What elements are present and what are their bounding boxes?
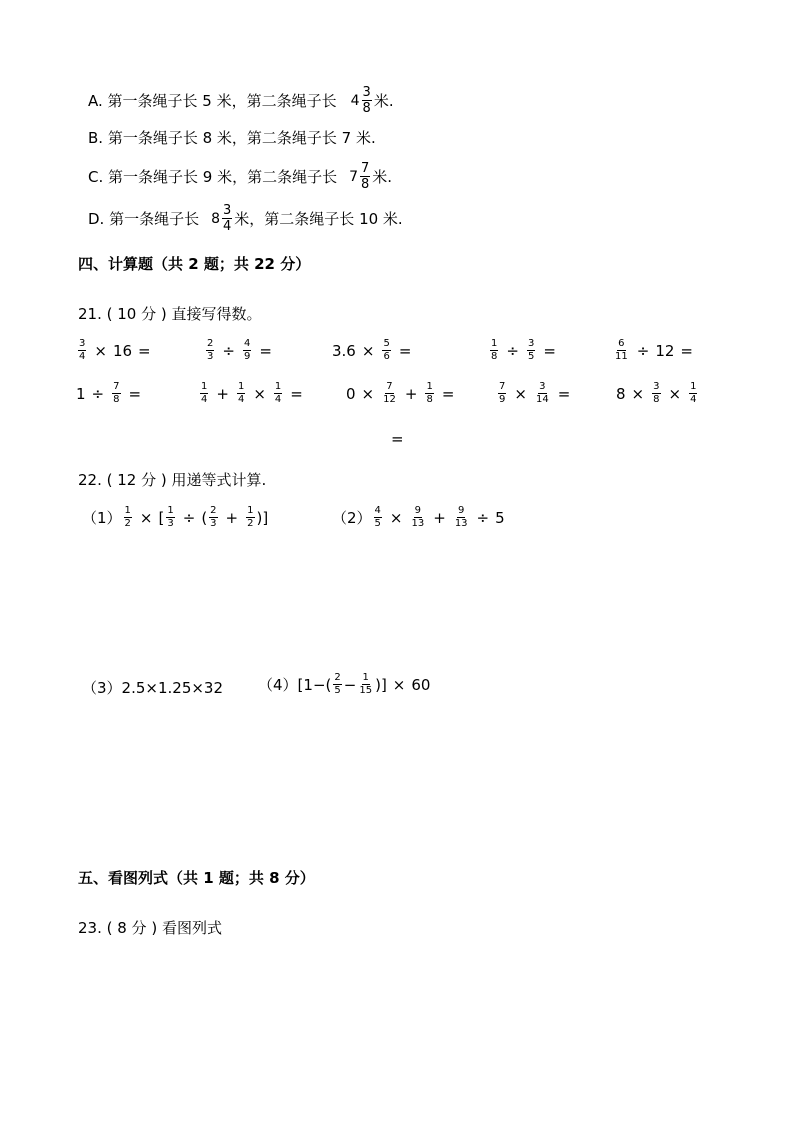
left-paren: ( <box>201 508 208 527</box>
expression: 2.5×1.25×32 <box>121 679 224 697</box>
option-d-fraction <box>222 204 232 233</box>
numerator: 3 <box>653 381 660 392</box>
q22-part-1 <box>82 506 268 529</box>
denominator: 6 <box>383 351 390 362</box>
q21-expr-4 <box>488 339 562 362</box>
fraction <box>614 339 629 362</box>
operator: − <box>312 675 326 694</box>
q21-expr-9 <box>496 382 576 405</box>
operator: × <box>253 384 266 403</box>
fraction <box>237 382 245 405</box>
fraction <box>374 506 382 529</box>
denominator: 9 <box>499 394 506 405</box>
numerator: 3 <box>362 85 371 100</box>
operator: ÷ <box>91 384 105 403</box>
q21-expr-1 <box>76 339 157 362</box>
equals: = <box>290 384 303 403</box>
denominator: 2 <box>124 518 131 529</box>
fraction <box>498 382 506 405</box>
number: 12 <box>655 341 675 360</box>
q22-title: 22. ( 12 分 ) 用递等式计算. <box>78 471 267 489</box>
fraction <box>124 506 132 529</box>
section-4-title: 四、计算题（共 2 题；共 22 分） <box>78 255 311 273</box>
numerator: 2 <box>210 505 217 516</box>
number: 5 <box>495 508 505 527</box>
q23-title: 23. ( 8 分 ) 看图列式 <box>78 919 222 937</box>
denominator: 4 <box>223 219 232 234</box>
operator: ÷ <box>506 341 519 360</box>
operator: + <box>404 384 418 403</box>
operator: − <box>343 675 357 694</box>
numerator: 9 <box>414 505 422 516</box>
denominator: 8 <box>113 394 120 405</box>
numerator: 1 <box>201 381 208 392</box>
option-b <box>88 128 376 148</box>
operator: × <box>392 675 406 694</box>
option-a-fraction <box>362 86 372 115</box>
denominator: 4 <box>274 394 282 405</box>
numerator: 3 <box>79 338 86 349</box>
numerator: 5 <box>383 338 390 349</box>
numerator: 1 <box>362 672 369 683</box>
operator: × <box>139 508 153 527</box>
q21-expr-5 <box>612 339 699 362</box>
option-c <box>88 162 392 191</box>
fraction <box>411 506 426 529</box>
numerator: 7 <box>361 161 370 176</box>
fraction <box>333 673 341 696</box>
operator: + <box>433 508 446 527</box>
operator: × <box>631 384 645 403</box>
option-c-tail: 米. <box>372 167 393 186</box>
denominator: 5 <box>334 685 341 696</box>
denominator: 8 <box>362 101 371 116</box>
option-a-whole: 4 <box>350 92 360 109</box>
equals: = <box>557 384 571 403</box>
option-a-tail: 米. <box>373 91 394 110</box>
numerator: 4 <box>243 338 251 349</box>
equals: = <box>441 384 455 403</box>
section-5-title: 五、看图列式（共 1 题；共 8 分） <box>78 869 315 887</box>
fraction <box>652 382 660 405</box>
q21-expr-2 <box>204 339 278 362</box>
denominator: 8 <box>361 177 370 192</box>
fraction <box>200 382 208 405</box>
right-bracket: ] <box>262 508 269 527</box>
option-c-whole: 7 <box>349 168 359 185</box>
fraction <box>535 382 550 405</box>
number: 1 <box>303 675 313 694</box>
fraction <box>206 339 214 362</box>
denominator: 3 <box>210 518 217 529</box>
q21-expr-7 <box>198 382 309 405</box>
left-bracket: [ <box>158 508 165 527</box>
equals: = <box>259 341 272 360</box>
option-d-label: D. 第一条绳子长 <box>88 209 200 228</box>
operator: ÷ <box>182 508 196 527</box>
option-d-tail: 米，第二条绳子长 10 米. <box>234 209 403 228</box>
q21-expr-6 <box>76 382 147 405</box>
part-tag: （3） <box>82 679 122 697</box>
q22-part-2 <box>332 506 505 529</box>
denominator: 8 <box>491 351 498 362</box>
equals: = <box>138 341 151 360</box>
option-a-label: A. 第一条绳子长 5 米，第二条绳子长 <box>88 91 337 110</box>
part-tag: （2） <box>332 508 372 527</box>
numerator: 2 <box>334 672 341 683</box>
fraction <box>527 339 535 362</box>
numerator: 7 <box>113 381 120 392</box>
fraction <box>112 382 120 405</box>
denominator: 14 <box>535 394 549 405</box>
fraction <box>274 382 282 405</box>
numerator: 9 <box>457 505 465 516</box>
fraction <box>209 506 217 529</box>
fraction <box>490 339 498 362</box>
denominator: 13 <box>454 518 468 529</box>
denominator: 4 <box>237 394 245 405</box>
option-b-label: B. 第一条绳子长 8 米，第二条绳子长 7 米. <box>88 129 376 147</box>
equals: = <box>128 384 142 403</box>
operator: × <box>361 341 375 360</box>
operator: × <box>361 384 375 403</box>
option-d-whole: 8 <box>211 210 221 227</box>
numerator: 1 <box>237 381 245 392</box>
denominator: 3 <box>167 518 174 529</box>
denominator: 5 <box>527 351 535 362</box>
right-bracket: ] <box>380 675 387 694</box>
denominator: 8 <box>653 394 660 405</box>
fraction <box>358 673 373 696</box>
numerator: 1 <box>690 381 697 392</box>
numerator: 1 <box>124 505 131 516</box>
fraction <box>454 506 469 529</box>
q22-part-4 <box>258 673 430 696</box>
denominator: 8 <box>426 394 433 405</box>
number: 60 <box>411 675 431 694</box>
numerator: 6 <box>618 338 625 349</box>
equals: = <box>398 341 412 360</box>
operator: × <box>668 384 682 403</box>
option-c-label: C. 第一条绳子长 9 米，第二条绳子长 <box>88 167 338 186</box>
denominator: 5 <box>374 518 381 529</box>
number: 0 <box>346 384 356 403</box>
number: 16 <box>112 341 133 360</box>
numerator: 1 <box>426 381 433 392</box>
fraction <box>246 506 254 529</box>
right-paren: ) <box>375 675 381 694</box>
left-paren: ( <box>325 675 332 694</box>
numerator: 4 <box>374 505 381 516</box>
numerator: 3 <box>223 203 232 218</box>
denominator: 15 <box>359 685 373 696</box>
equals: = <box>680 341 693 360</box>
operator: ÷ <box>476 508 490 527</box>
q21-title: 21. ( 10 分 ) 直接写得数。 <box>78 305 262 323</box>
q22-part-3 <box>82 678 223 698</box>
numerator: 3 <box>539 381 546 392</box>
denominator: 4 <box>79 351 86 362</box>
denominator: 12 <box>383 394 396 405</box>
option-d <box>88 204 403 233</box>
q21-expr-10 <box>616 382 699 405</box>
left-bracket: [ <box>297 675 304 694</box>
denominator: 4 <box>201 394 208 405</box>
fraction <box>689 382 697 405</box>
numerator: 3 <box>527 338 535 349</box>
operator: × <box>94 341 107 360</box>
fraction <box>166 506 174 529</box>
part-tag: （1） <box>82 508 122 527</box>
numerator: 2 <box>207 338 214 349</box>
operator: × <box>514 384 527 403</box>
part-tag: （4） <box>258 675 298 694</box>
equals: = <box>543 341 556 360</box>
q21-expr-3 <box>332 339 417 362</box>
fraction <box>425 382 433 405</box>
option-a <box>88 86 394 115</box>
fraction <box>243 339 251 362</box>
right-paren: ) <box>256 508 263 527</box>
operator: + <box>216 384 229 403</box>
denominator: 2 <box>247 518 254 529</box>
fraction <box>382 339 390 362</box>
numerator: 1 <box>491 338 498 349</box>
fraction <box>382 382 397 405</box>
operator: + <box>225 508 239 527</box>
denominator: 9 <box>243 351 251 362</box>
denominator: 13 <box>411 518 425 529</box>
option-c-fraction <box>360 162 370 191</box>
denominator: 11 <box>615 351 628 362</box>
numerator: 7 <box>386 381 393 392</box>
operator: ÷ <box>636 341 650 360</box>
number: 1 <box>76 384 86 403</box>
numerator: 7 <box>499 381 506 392</box>
numerator: 1 <box>274 381 282 392</box>
denominator: 3 <box>207 351 214 362</box>
numerator: 1 <box>167 505 174 516</box>
denominator: 4 <box>690 394 697 405</box>
fraction <box>78 339 86 362</box>
number: 8 <box>616 384 626 403</box>
number: 3.6 <box>332 341 356 360</box>
q21-expr-8 <box>346 382 460 405</box>
numerator: 1 <box>247 505 254 516</box>
operator: ÷ <box>222 341 235 360</box>
q21-expr-10-equals: = <box>391 430 404 448</box>
operator: × <box>389 508 403 527</box>
